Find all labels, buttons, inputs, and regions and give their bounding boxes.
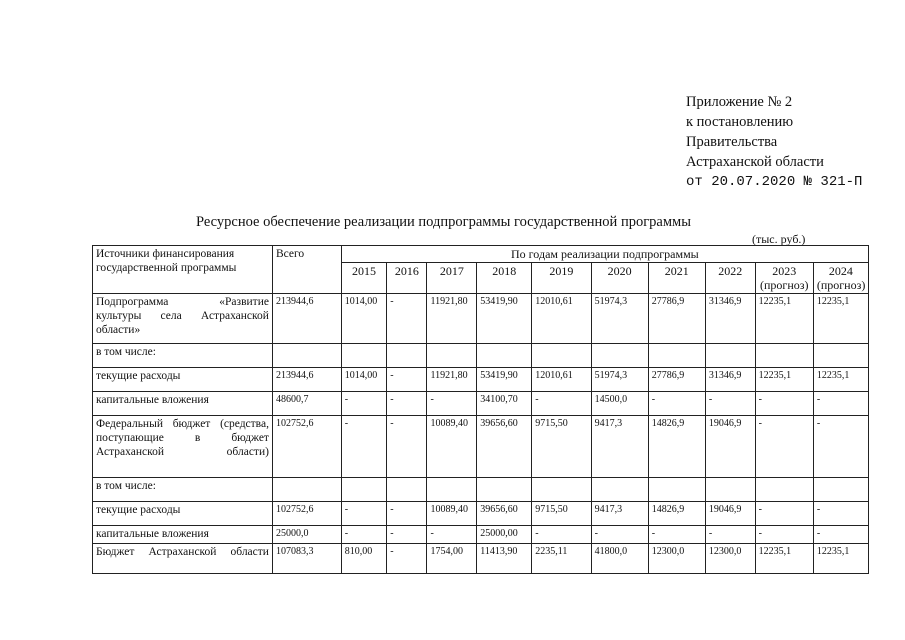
- row-total: [272, 478, 341, 502]
- row-value: [705, 478, 755, 502]
- row-label: текущие расходы: [93, 502, 273, 526]
- row-value: [427, 478, 477, 502]
- header-year-2: 2017: [427, 263, 477, 294]
- row-value: 39656,60: [477, 416, 532, 478]
- row-value: -: [387, 392, 427, 416]
- row-value: -: [427, 392, 477, 416]
- header-total: Всего: [272, 246, 341, 294]
- row-value: 27786,9: [648, 294, 705, 344]
- row-value: -: [755, 416, 813, 478]
- row-value: 9417,3: [591, 416, 648, 478]
- row-value: 11921,80: [427, 368, 477, 392]
- row-value: 14826,9: [648, 502, 705, 526]
- row-value: [532, 478, 591, 502]
- row-value: [813, 478, 868, 502]
- row-value: -: [387, 544, 427, 574]
- row-value: [427, 344, 477, 368]
- row-value: -: [755, 392, 813, 416]
- row-value: [755, 478, 813, 502]
- row-value: 1754,00: [427, 544, 477, 574]
- row-value: 12010,61: [532, 294, 591, 344]
- row-value: [755, 344, 813, 368]
- row-value: 1014,00: [341, 368, 387, 392]
- row-value: [341, 344, 387, 368]
- row-value: 41800,0: [591, 544, 648, 574]
- row-value: -: [813, 416, 868, 478]
- row-value: 19046,9: [705, 416, 755, 478]
- row-value: 12235,1: [755, 294, 813, 344]
- row-value: 10089,40: [427, 502, 477, 526]
- row-value: 9715,50: [532, 416, 591, 478]
- row-value: -: [705, 392, 755, 416]
- table-body: [93, 294, 869, 574]
- table-row: [93, 544, 869, 574]
- row-value: 9715,50: [532, 502, 591, 526]
- row-label: в том числе:: [93, 344, 273, 368]
- row-value: -: [813, 526, 868, 544]
- row-value: -: [341, 416, 387, 478]
- header-source: Источники финансирования государственной программы: [93, 246, 273, 294]
- row-value: -: [648, 392, 705, 416]
- row-value: 27786,9: [648, 368, 705, 392]
- row-value: 1014,00: [341, 294, 387, 344]
- row-value: 11921,80: [427, 294, 477, 344]
- row-label: Бюджет Астраханской области: [93, 544, 273, 574]
- table-row: [93, 344, 869, 368]
- appendix-line: Правительства: [686, 134, 778, 150]
- table-row: [93, 502, 869, 526]
- table-header-row: [93, 246, 869, 263]
- row-value: 12235,1: [755, 544, 813, 574]
- row-label: текущие расходы: [93, 368, 273, 392]
- row-value: [813, 344, 868, 368]
- row-value: 25000,00: [477, 526, 532, 544]
- appendix-line: Астраханской области: [686, 154, 824, 170]
- row-value: [648, 478, 705, 502]
- row-value: -: [755, 502, 813, 526]
- appendix-block: [686, 92, 862, 192]
- row-total: 213944,6: [272, 368, 341, 392]
- row-value: 11413,90: [477, 544, 532, 574]
- row-value: 14500,0: [591, 392, 648, 416]
- row-value: 51974,3: [591, 294, 648, 344]
- row-label: капитальные вложения: [93, 526, 273, 544]
- header-year-3: 2018: [477, 263, 532, 294]
- row-value: -: [387, 526, 427, 544]
- row-value: -: [532, 526, 591, 544]
- row-value: 12235,1: [813, 544, 868, 574]
- appendix-line: к постановлению: [686, 114, 794, 130]
- table-row: [93, 294, 869, 344]
- row-total: 102752,6: [272, 502, 341, 526]
- units-label: (тыс. руб.): [752, 232, 806, 246]
- header-year-7: 2022: [705, 263, 755, 294]
- appendix-date-line: от 20.07.2020 № 321-П: [686, 174, 863, 190]
- row-value: -: [705, 526, 755, 544]
- row-value: 31346,9: [705, 368, 755, 392]
- row-value: 31346,9: [705, 294, 755, 344]
- header-year-1: 2016: [387, 263, 427, 294]
- row-value: 10089,40: [427, 416, 477, 478]
- row-value: 12300,0: [648, 544, 705, 574]
- header-year-6: 2021: [648, 263, 705, 294]
- header-years-group: По годам реализации подпрограммы: [341, 246, 868, 263]
- row-total: 213944,6: [272, 294, 341, 344]
- row-value: 12235,1: [813, 294, 868, 344]
- header-year-5: 2020: [591, 263, 648, 294]
- row-value: -: [813, 502, 868, 526]
- row-value: 12300,0: [705, 544, 755, 574]
- row-value: -: [755, 526, 813, 544]
- row-total: 107083,3: [272, 544, 341, 574]
- row-value: 53419,90: [477, 294, 532, 344]
- row-value: 34100,70: [477, 392, 532, 416]
- row-value: 810,00: [341, 544, 387, 574]
- row-value: -: [341, 526, 387, 544]
- row-value: [648, 344, 705, 368]
- row-value: -: [648, 526, 705, 544]
- row-value: -: [341, 392, 387, 416]
- row-value: [591, 478, 648, 502]
- row-total: [272, 344, 341, 368]
- row-value: 39656,60: [477, 502, 532, 526]
- row-label: капитальные вложения: [93, 392, 273, 416]
- appendix-line: Приложение № 2: [686, 94, 793, 110]
- row-value: -: [427, 526, 477, 544]
- row-value: -: [387, 502, 427, 526]
- row-value: 14826,9: [648, 416, 705, 478]
- row-value: 19046,9: [705, 502, 755, 526]
- row-value: -: [813, 392, 868, 416]
- row-value: [705, 344, 755, 368]
- row-value: 12235,1: [755, 368, 813, 392]
- header-year-0: 2015: [341, 263, 387, 294]
- row-total: 102752,6: [272, 416, 341, 478]
- row-value: 9417,3: [591, 502, 648, 526]
- header-year-4: 2019: [532, 263, 591, 294]
- row-value: 2235,11: [532, 544, 591, 574]
- row-value: -: [341, 502, 387, 526]
- row-value: [341, 478, 387, 502]
- row-value: -: [591, 526, 648, 544]
- row-total: 25000,0: [272, 526, 341, 544]
- row-label: в том числе:: [93, 478, 273, 502]
- table-row: [93, 416, 869, 478]
- row-value: 51974,3: [591, 368, 648, 392]
- row-value: -: [387, 294, 427, 344]
- header-year-9: 2024 (прогноз): [813, 263, 868, 294]
- table-row: [93, 526, 869, 544]
- table-row: [93, 392, 869, 416]
- row-value: [387, 478, 427, 502]
- row-value: 12235,1: [813, 368, 868, 392]
- row-total: 48600,7: [272, 392, 341, 416]
- row-value: [591, 344, 648, 368]
- row-value: [387, 344, 427, 368]
- row-value: -: [387, 416, 427, 478]
- document-title: Ресурсное обеспечение реализации подпрограммы государственной программы: [196, 214, 691, 230]
- row-value: -: [532, 392, 591, 416]
- row-value: [532, 344, 591, 368]
- row-value: [477, 478, 532, 502]
- row-value: [477, 344, 532, 368]
- table-row: [93, 368, 869, 392]
- row-label: Федеральный бюджет (средства, поступающие в бюджет Астраханской области): [93, 416, 273, 478]
- row-value: -: [387, 368, 427, 392]
- budget-table: [92, 245, 869, 574]
- row-value: 12010,61: [532, 368, 591, 392]
- row-label: Подпрограмма «Развитие культуры села Астраханской области»: [93, 294, 273, 344]
- table-row: [93, 478, 869, 502]
- header-year-8: 2023 (прогноз): [755, 263, 813, 294]
- row-value: 53419,90: [477, 368, 532, 392]
